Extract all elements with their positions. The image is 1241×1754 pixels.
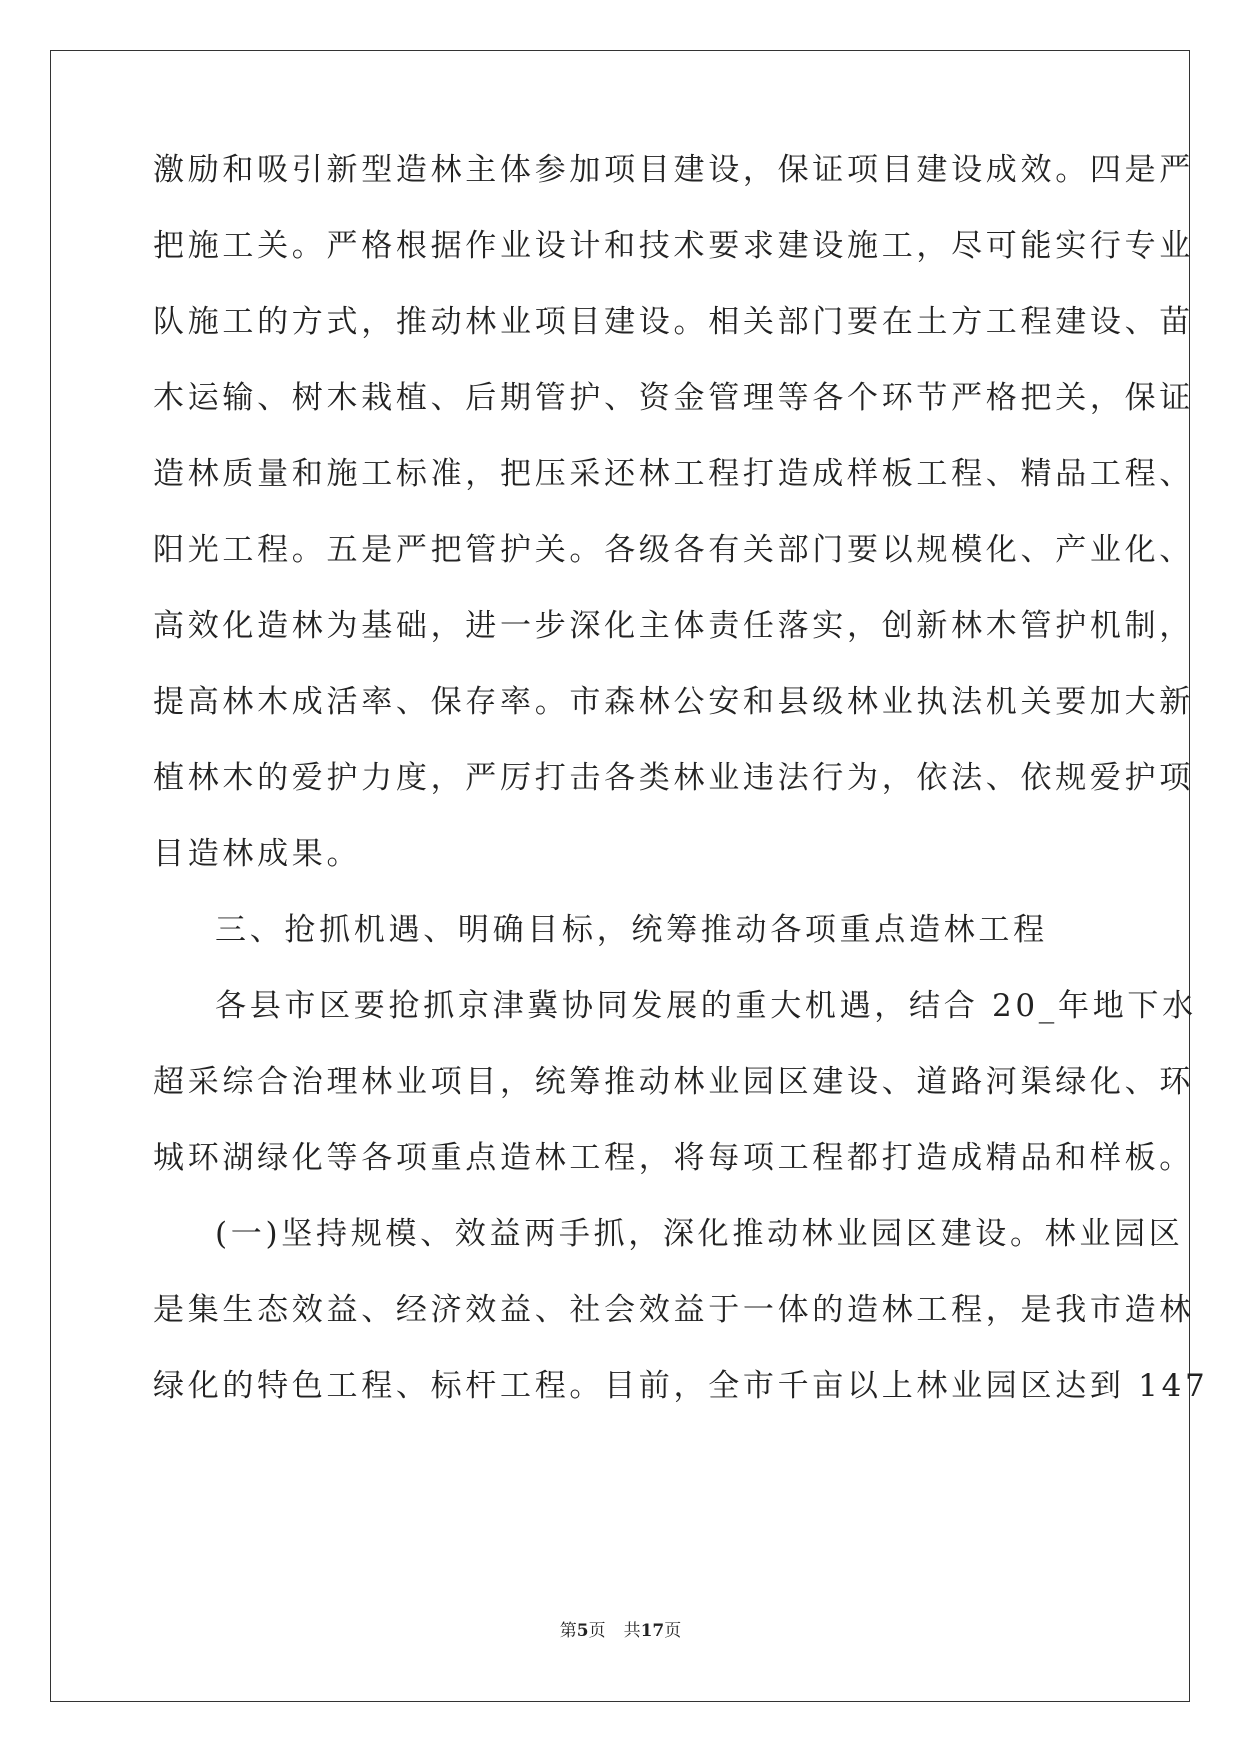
body-line-7: 高效化造林为基础，进一步深化主体责任落实，创新林木管护机制，: [153, 608, 1194, 644]
body-line-10: 目造林成果。: [153, 836, 362, 872]
body-line-15: (一)坚持规模、效益两手抓，深化推动林业园区建设。林业园区: [215, 1216, 1184, 1252]
body-line-4: 木运输、树木栽植、后期管护、资金管理等各个环节严格把关，保证: [153, 380, 1194, 416]
body-line-12: 各县市区要抢抓京津冀协同发展的重大机遇，结合 20_年地下水: [215, 988, 1197, 1024]
body-line-1: 激励和吸引新型造林主体参加项目建设，保证项目建设成效。四是严: [153, 152, 1194, 188]
page-footer: [0, 1620, 1241, 1642]
body-line-17: 绿化的特色工程、标杆工程。目前，全市千亩以上林业园区达到 147: [153, 1368, 1209, 1404]
current-page-number: 5: [576, 1621, 589, 1641]
footer-total-suffix: 页: [664, 1621, 682, 1641]
body-line-2: 把施工关。严格根据作业设计和技术要求建设施工，尽可能实行专业: [153, 228, 1194, 264]
total-page-count: 17: [640, 1621, 665, 1641]
body-line-8: 提高林木成活率、保存率。市森林公安和县级林业执法机关要加大新: [153, 684, 1194, 720]
footer-page-suffix: 页: [588, 1621, 606, 1641]
footer-prefix: 第: [559, 1621, 577, 1641]
page-border: [50, 50, 1209, 1702]
body-line-6: 阳光工程。五是严把管护关。各级各有关部门要以规模化、产业化、: [153, 532, 1194, 568]
body-line-5: 造林质量和施工标准，把压采还林工程打造成样板工程、精品工程、: [153, 456, 1194, 492]
body-line-9: 植林木的爱护力度，严厉打击各类林业违法行为，依法、依规爱护项: [153, 760, 1194, 796]
section-heading: 三、抢抓机遇、明确目标，统筹推动各项重点造林工程: [215, 912, 1048, 948]
body-line-13: 超采综合治理林业项目，统筹推动林业园区建设、道路河渠绿化、环: [153, 1064, 1194, 1100]
body-line-16: 是集生态效益、经济效益、社会效益于一体的造林工程，是我市造林: [153, 1292, 1194, 1328]
footer-total-prefix: 共: [623, 1621, 641, 1641]
body-line-3: 队施工的方式，推动林业项目建设。相关部门要在土方工程建设、苗: [153, 304, 1194, 340]
body-line-14: 城环湖绿化等各项重点造林工程，将每项工程都打造成精品和样板。: [153, 1140, 1194, 1176]
